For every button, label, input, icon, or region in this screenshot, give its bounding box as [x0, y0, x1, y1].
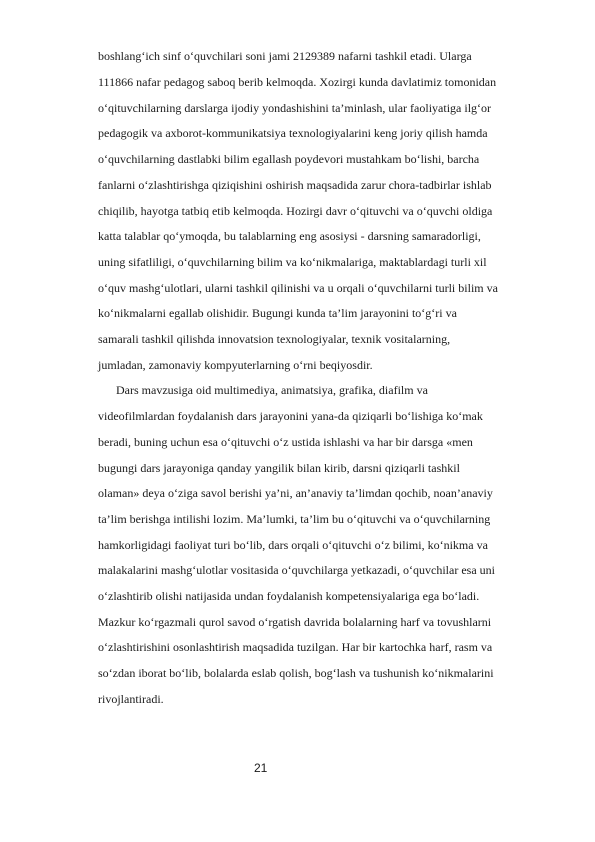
text-line: so‘zdan iborat bo‘lib, bolalarda eslab qolish, bog‘lash va tushunish ko‘nikmalarini [98, 666, 494, 680]
text-line: bugungi dars jarayoniga qanday yangilik bilan kirib, darsni qiziqarli tashkil [98, 461, 460, 475]
text-line: beradi, buning uchun esa o‘qituvchi o‘z ustida ishlashi va har bir darsga «men [98, 435, 473, 449]
text-line: jumladan, zamonaviy kompyuterlarning o‘rni beqiyosdir. [98, 358, 373, 372]
text-line: o‘zlashtirishini osonlashtirish maqsadida tuzilgan. Har bir kartochka harf, rasm va [98, 640, 493, 654]
text-line: ta’lim berishga intilishi lozim. Ma’lumki, ta’lim bu o‘qituvchi va o‘quvchilarning [98, 512, 491, 526]
text-line: fanlarni o‘zlashtirishga qiziqishini oshirish maqsadida zarur chora-tadbirlar ishlab [98, 178, 492, 192]
text-line: 111866 nafar pedagog saboq berib kelmoqda. Xozirgi kunda davlatimiz tomonidan [98, 75, 497, 89]
text-line: rivojlantiradi. [98, 692, 164, 706]
text-line: uning sifatliligi, o‘quvchilarning bilim va ko‘nikmalariga, maktablardagi turli xil [98, 255, 487, 269]
text-line: ko‘nikmalarni egallab olishidir. Bugungi kunda ta’lim jarayonini to‘g‘ri va [98, 306, 457, 320]
text-line: katta talablar qo‘ymoqda, bu talablarning eng asosiysi - darsning samaradorligi, [98, 229, 481, 243]
text-line: o‘qituvchilarning darslarga ijodiy yondashishini ta’minlash, ular faoliyatiga ilg‘or [98, 101, 492, 115]
text-line: samarali tashkil qilishda innovatsion texnologiyalar, texnik vositalarning, [98, 332, 451, 346]
text-line: boshlang‘ich sinf o‘quvchilari soni jami 2129389 nafarni tashkil etadi. Ularga [98, 49, 472, 63]
text-line: pedagogik va axborot-kommunikatsiya texnologiyalarini keng joriy qilish hamda [98, 126, 488, 140]
text-line: hamkorligidagi faoliyat turi bo‘lib, dars orqali o‘qituvchi o‘z bilimi, ko‘nikma va [98, 538, 488, 552]
text-line: olaman» deya o‘ziga savol berishi ya’ni, an’anaviy ta’limdan qochib, noan’anaviy [98, 486, 493, 500]
text-line: o‘zlashtirib olishi natijasida undan foydalanish kompetensiyalariga ega bo‘ladi. [98, 589, 480, 603]
text-line: o‘quvchilarning dastlabki bilim egallash poydevori mustahkam bo‘lishi, barcha [98, 152, 480, 166]
text-line: o‘quv mashg‘ulotlari, ularni tashkil qilinishi va u orqali o‘quvchilarni turli bilim va [98, 281, 498, 295]
text-line: Dars mavzusiga oid multimediya, animatsiya, grafika, diafilm va [98, 383, 428, 397]
text-line: malakalarini mashg‘ulotlar vositasida o‘quvchilarga yetkazadi, o‘quvchilar esa uni [98, 563, 495, 577]
text-line: Mazkur ko‘rgazmali qurol savod o‘rgatish davrida bolalarning harf va tovushlarni [98, 615, 492, 629]
text-line: chiqilib, hayotga tatbiq etib kelmoqda. Hozirgi davr o‘qituvchi va o‘quvchi oldiga [98, 204, 493, 218]
text-line: videofilmlardan foydalanish dars jarayonini yana-da qiziqarli bo‘lishiga ko‘mak [98, 409, 483, 423]
page-number: 21 [254, 761, 268, 775]
